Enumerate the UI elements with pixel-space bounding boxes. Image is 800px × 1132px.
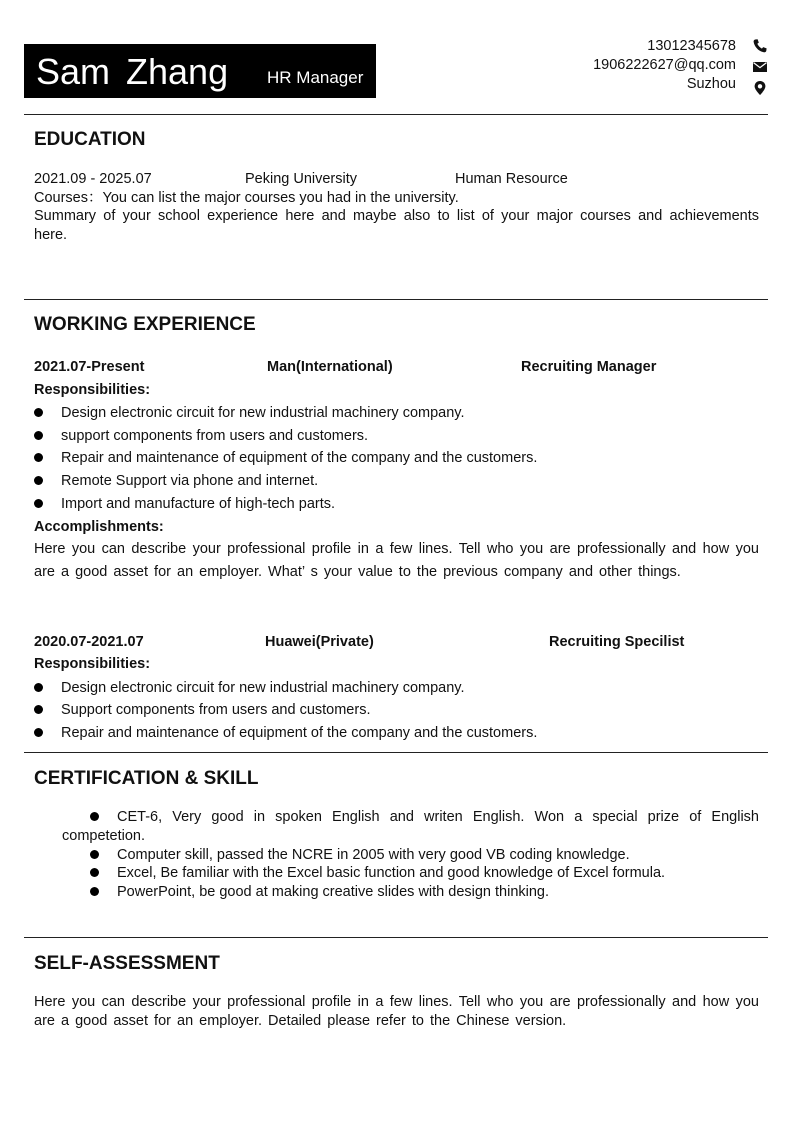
bullet-dot — [34, 705, 43, 714]
job-company: Huawei(Private) — [265, 634, 374, 650]
education-summary: Summary of your school experience here and maybe also to list of your major courses and achievements here. — [34, 208, 759, 243]
education-major: Human Resource — [455, 171, 568, 187]
accomplishments-text: Here you can describe your professional profile in a few lines. Tell who you are professionally and how you are a good asset for an employer. What’ s your value to the previous company and other things. — [34, 541, 759, 580]
section-divider — [24, 937, 768, 938]
phone-number: 13012345678 — [647, 38, 736, 54]
responsibilities-label: Responsibilities: — [34, 382, 151, 398]
job-role: Recruiting Specilist — [549, 634, 685, 650]
list-item: CET-6, Very good in spoken English and writen English. Won a special prize of English competetion. — [62, 809, 759, 844]
bullet-dot — [90, 850, 99, 859]
list-item: Remote Support via phone and internet. — [34, 472, 318, 490]
job-period: 2020.07-2021.07 — [34, 634, 144, 650]
section-divider — [24, 299, 768, 300]
skills-list — [62, 808, 759, 845]
bullet-dot — [90, 812, 99, 821]
list-item: PowerPoint, be good at making creative slides with design thinking. — [90, 883, 549, 901]
location-pin-icon — [752, 80, 768, 96]
self-assessment-text: Here you can describe your professional profile in a few lines. Tell who you are professionally and how you are a good asset for an employer. Detailed please refer to the Chinese version. — [34, 994, 759, 1029]
education-heading: EDUCATION — [34, 129, 146, 150]
education-school: Peking University — [245, 171, 358, 187]
self-assessment-heading: SELF-ASSESSMENT — [34, 953, 220, 974]
skills-heading: CERTIFICATION & SKILL — [34, 768, 259, 789]
section-divider — [24, 752, 768, 753]
bullet-dot — [34, 408, 43, 417]
education-courses: Courses：You can list the major courses you had in the university. — [34, 190, 459, 206]
bullet-dot — [34, 499, 43, 508]
list-item: Design electronic circuit for new industrial machinery company. — [34, 679, 464, 697]
job-company: Man(International) — [267, 359, 393, 375]
list-item: Computer skill, passed the NCRE in 2005 with very good VB coding knowledge. — [90, 846, 630, 864]
list-item: support components from users and customers. — [34, 427, 368, 445]
accomplishments-label: Accomplishments: — [34, 519, 164, 535]
job-title: HR Manager — [267, 68, 364, 87]
list-item: Design electronic circuit for new industrial machinery company. — [34, 404, 464, 422]
envelope-icon — [752, 59, 768, 75]
candidate-name: Sam Zhang — [36, 51, 229, 92]
bullet-dot — [34, 453, 43, 462]
job-period: 2021.07-Present — [34, 359, 145, 375]
list-item: Support components from users and customers. — [34, 701, 370, 719]
list-item: Repair and maintenance of equipment of the company and the customers. — [34, 449, 537, 467]
bullet-dot — [90, 868, 99, 877]
section-divider — [24, 114, 768, 115]
phone-icon — [752, 38, 768, 54]
bullet-dot — [34, 431, 43, 440]
bullet-dot — [34, 476, 43, 485]
bullet-dot — [34, 728, 43, 737]
city: Suzhou — [686, 76, 736, 92]
responsibilities-label: Responsibilities: — [34, 656, 151, 672]
job-role: Recruiting Manager — [521, 359, 657, 375]
list-item: Excel, Be familiar with the Excel basic function and good knowledge of Excel formula. — [90, 864, 665, 882]
education-period: 2021.09 - 2025.07 — [34, 171, 152, 187]
email-address: 1906222627@qq.com — [593, 57, 736, 73]
work-heading: WORKING EXPERIENCE — [34, 314, 256, 335]
list-item: Import and manufacture of high-tech parts. — [34, 495, 335, 513]
list-item: Repair and maintenance of equipment of the company and the customers. — [34, 724, 537, 742]
bullet-dot — [90, 887, 99, 896]
bullet-dot — [34, 683, 43, 692]
